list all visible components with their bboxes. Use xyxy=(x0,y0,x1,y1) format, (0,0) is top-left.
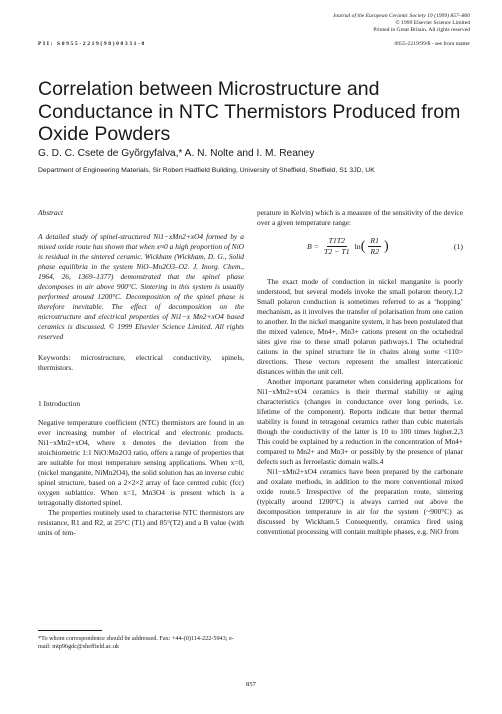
pii: PII: S0955-2219(98)00331-8 xyxy=(38,41,146,47)
footnote-rule xyxy=(38,630,102,631)
journal-header xyxy=(333,13,470,34)
right-paragraph-3: Ni1−xMn2+xO4 ceramics have been prepared by the carbonate and oxalate methods, in addition to the more conventional mixed oxide route.5 Irrespective of the preparation route, sintering (typically around 1200°C) is always carried out above the decomposition temperature in air for the system (~900°C) as discussed by Wickham.5 Consequently, ceramics fired using conventional processing will contain multiple phases, e.g. NiO from xyxy=(257,467,463,536)
right-column xyxy=(257,208,463,537)
equation-ln: ln xyxy=(354,241,361,251)
copyright: © 1999 Elsevier Science Limited xyxy=(395,20,470,27)
section-heading: 1 Introduction xyxy=(38,399,81,408)
equation-numerator: T1T2 xyxy=(328,236,346,245)
right-paragraph-1: The exact mode of conduction in nickel manganite is poorly understood, but several models invoke the small polaron theory.1,2 Small polaron conduction is sometimes referred to as a ‘hopping’ mechanism, as it involves the transfer of polarisation from one cation to another. In the nickel manganite system, it has been postulated that the mixed valence, Mn4+, Mn3+ cations present on the octahedral sites give rise to these small polaron pathways.1 The octahedral cations in the spinel structure lie in chains along some <110> directions. These vectors represent the smallest intercationic distances within the unit cell. xyxy=(257,277,463,376)
right-paragraph-0: perature in Kelvin) which is a measure of the sensitivity of the device over a given temperature range: xyxy=(257,208,463,227)
abstract-heading: Abstract xyxy=(38,208,64,217)
right-paragraph-2: Another important parameter when considering applications for Ni1−xMn2+xO4 ceramics is their thermal stability or aging characteristics (changes in conductance over long periods, i.e. lifetime of the component). Reports indicate that better thermal stability is found in tetragonal ceramics rather than cubic materials though the conductivity of the latter is 10 to 100 times higher.2,3 This could be explained by a reduction in the concentration of Mn4+ compared to Mn2+ and Mn3+ or possibly by the presence of planar defects such as ferroelastic domain walls.4 xyxy=(257,377,463,466)
pii-line xyxy=(38,41,470,47)
authors: G. D. C. Csete de Gyõrgyfalva,* A. N. Nolte and I. M. Reaney xyxy=(38,148,315,159)
equation-ratio-denominator: R2 xyxy=(370,247,380,256)
abstract-text: A detailed study of spinel-structured Ni1−xMn2+xO4 formed by a mixed oxide route has shown that when x≈0 a high proportion of NiO is residual in the sintered ceramic. Wickham (Wickham, D. G., Solid phase equilibria in the system NiO–Mn2O3–O2. J. Inorg. Chem., 1964, 26, 1369–1377) demonstrated that the spinel phase decomposes in air above 900°C. Sintering in this system is usually performed around 1200°C. Decomposition of the spinel phase is therefore inevitable. The effect of decomposition on the microstructure and electrical properties of Ni1−x Mn2+xO4 based ceramics is discussed. © 1999 Elsevier Science Limited. All rights reserved xyxy=(38,232,244,341)
intro-paragraph-1: Negative temperature coefficient (NTC) thermistors are found in an ever increasing number of electrical and electronic products. Ni1−xMn2+xO4, where x denotes the deviation from the stoichiometric 1:1 NiO:Mn2O3 ratio, offers a range of properties that are suitable for most temperature sensing applications. When x=0, (nickel manganite, NiMn2O4), the solid solution has an inverse cubic spinel structure, based on a 2×2×2 array of face centred cubic (fcc) oxygen sublattice. When x=1, Mn3O4 is present which is a tetragonally distorted spinel. xyxy=(38,418,244,507)
article-title: Correlation between Microstructure and Conductance in NTC Thermistors Produced from Oxide Powders xyxy=(38,78,461,145)
equation-denominator: T2 − T1 xyxy=(323,247,350,256)
page-number: 857 xyxy=(246,681,256,688)
equation-ratio-numerator: R1 xyxy=(370,236,380,245)
journal-name: Journal of the European Ceramic Society 19 (1999) 857–860 xyxy=(332,13,470,19)
issn: 0955-2219/99/$ - see front matter xyxy=(394,41,470,47)
left-column xyxy=(38,208,244,538)
affiliation: Department of Engineering Materials, Sir Robert Hadfield Building, University of Sheffield, Sheffield, S1 3JD, UK xyxy=(38,167,375,174)
footnote: *To whom correspondence should be addressed. Fax: +44-(0)114-222-5943; e-mail: mtp96gdc@sheffield.ac.uk xyxy=(38,635,234,651)
equation-lhs: B = xyxy=(307,241,319,251)
intro-paragraph-2: The properties routinely used to characterise NTC thermistors are resistance, R1 and R2, at 25°C (T1) and 85°(T2) and a B value (with units of tem- xyxy=(38,508,244,537)
keywords: Keywords: microstructure, electrical conductivity, spinels, thermistors. xyxy=(38,353,244,372)
printed-notice: Printed in Great Britain. All rights reserved xyxy=(373,27,470,34)
equation-fraction xyxy=(322,236,352,257)
equation-1: B = $\frac{T1T2}{T2 - T1}$ ln ( $\frac{R1}{R2}$ ) (1) xyxy=(307,236,463,256)
equation-ratio xyxy=(368,236,381,257)
equation-number: (1) xyxy=(453,241,463,251)
